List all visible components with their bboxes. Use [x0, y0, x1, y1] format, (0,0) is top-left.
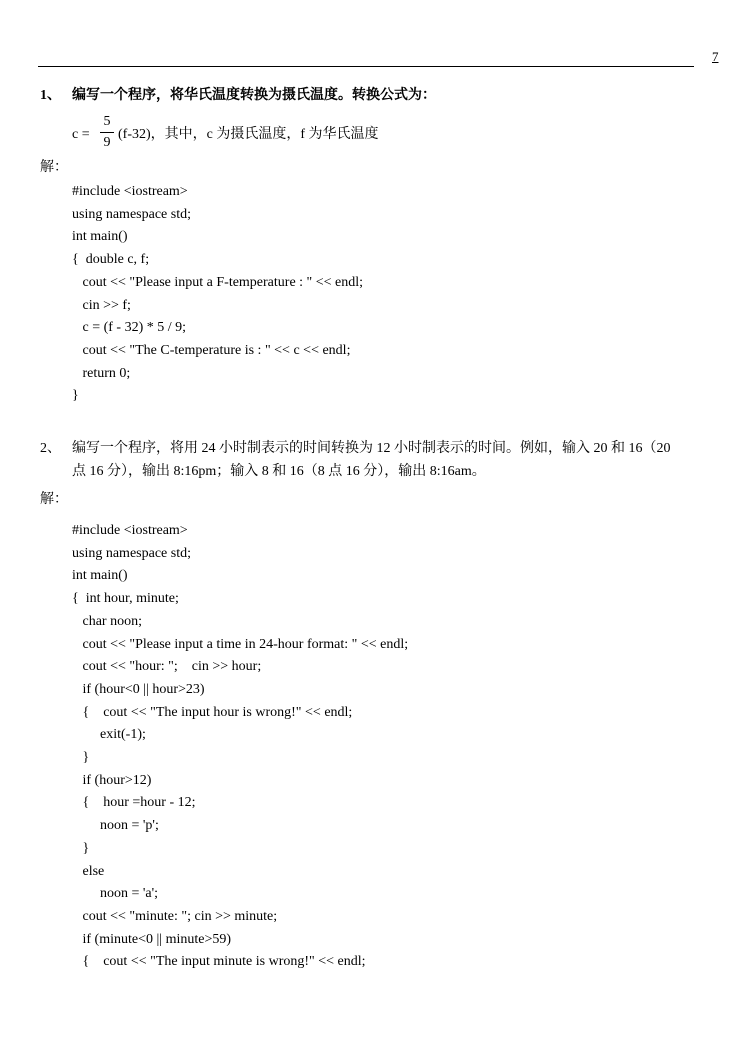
formula-rest: (f-32)，其中，c 为摄氏温度，f 为华氏温度 — [118, 127, 379, 142]
code-line: } — [72, 388, 79, 404]
code-line: exit(-1); — [72, 727, 146, 743]
code-line: { hour =hour - 12; — [72, 795, 196, 811]
fraction-bar — [100, 132, 114, 133]
code-line: #include <iostream> — [72, 523, 188, 538]
code-line: cout << "Please input a time in 24-hour format: " << endl; — [72, 636, 409, 652]
problem-2-text-line1: 编写一个程序，将用 24 小时制表示的时间转换为 12 小时制表示的时间。例如，输入 20 和 16（20 — [72, 441, 671, 456]
problem-2-text-line2: 点 16 分），输出 8:16pm；输入 8 和 16（8 点 16 分），输出 8:16am。 — [72, 464, 486, 479]
code-line: #include <iostream> — [72, 184, 188, 199]
formula-numerator: 5 — [103, 114, 111, 129]
page-number: 7 — [712, 49, 719, 64]
code-line: cout << "Please input a F-temperature : " << endl; — [72, 274, 364, 290]
code-line: cout << "The C-temperature is : " << c << endl; — [72, 342, 351, 358]
code-line: char noon; — [72, 613, 142, 629]
code-line: noon = 'a'; — [72, 886, 159, 902]
code-line: int main() — [72, 568, 128, 584]
code-line: using namespace std; — [72, 545, 191, 561]
code-line: { int hour, minute; — [72, 591, 179, 607]
code-line: { cout << "The input hour is wrong!" << endl; — [72, 704, 353, 720]
formula-fraction — [100, 114, 114, 151]
code-line: if (hour>12) — [72, 772, 152, 788]
code-line: using namespace std; — [72, 206, 191, 222]
solution-label-1: 解： — [40, 160, 68, 175]
problem-2-number: 2、 — [40, 441, 61, 456]
problem-1-number: 1、 — [40, 88, 61, 103]
code-line: cout << "minute: "; cin >> minute; — [72, 908, 278, 924]
code-line: else — [72, 863, 105, 879]
code-line: { double c, f; — [72, 252, 150, 268]
code-line: } — [72, 750, 90, 765]
header-rule — [38, 66, 694, 67]
code-line: cin >> f; — [72, 297, 131, 313]
code-line: return 0; — [72, 365, 131, 381]
code-line: { cout << "The input minute is wrong!" << endl; — [72, 954, 366, 970]
solution-label-2: 解： — [40, 492, 68, 507]
code-line: int main() — [72, 229, 128, 245]
formula-lhs: c = — [72, 127, 90, 142]
problem-1-title: 编写一个程序，将华氏温度转换为摄氏温度。转换公式为： — [72, 88, 436, 103]
code-line: } — [72, 840, 90, 856]
code-line: cout << "hour: "; cin >> hour; — [72, 659, 262, 675]
code-line: if (hour<0 || hour>23) — [72, 681, 205, 697]
formula-denominator: 9 — [103, 135, 111, 150]
code-line: if (minute<0 || minute>59) — [72, 931, 232, 947]
code-line: noon = 'p'; — [72, 818, 159, 834]
code-line: c = (f - 32) * 5 / 9; — [72, 320, 187, 336]
